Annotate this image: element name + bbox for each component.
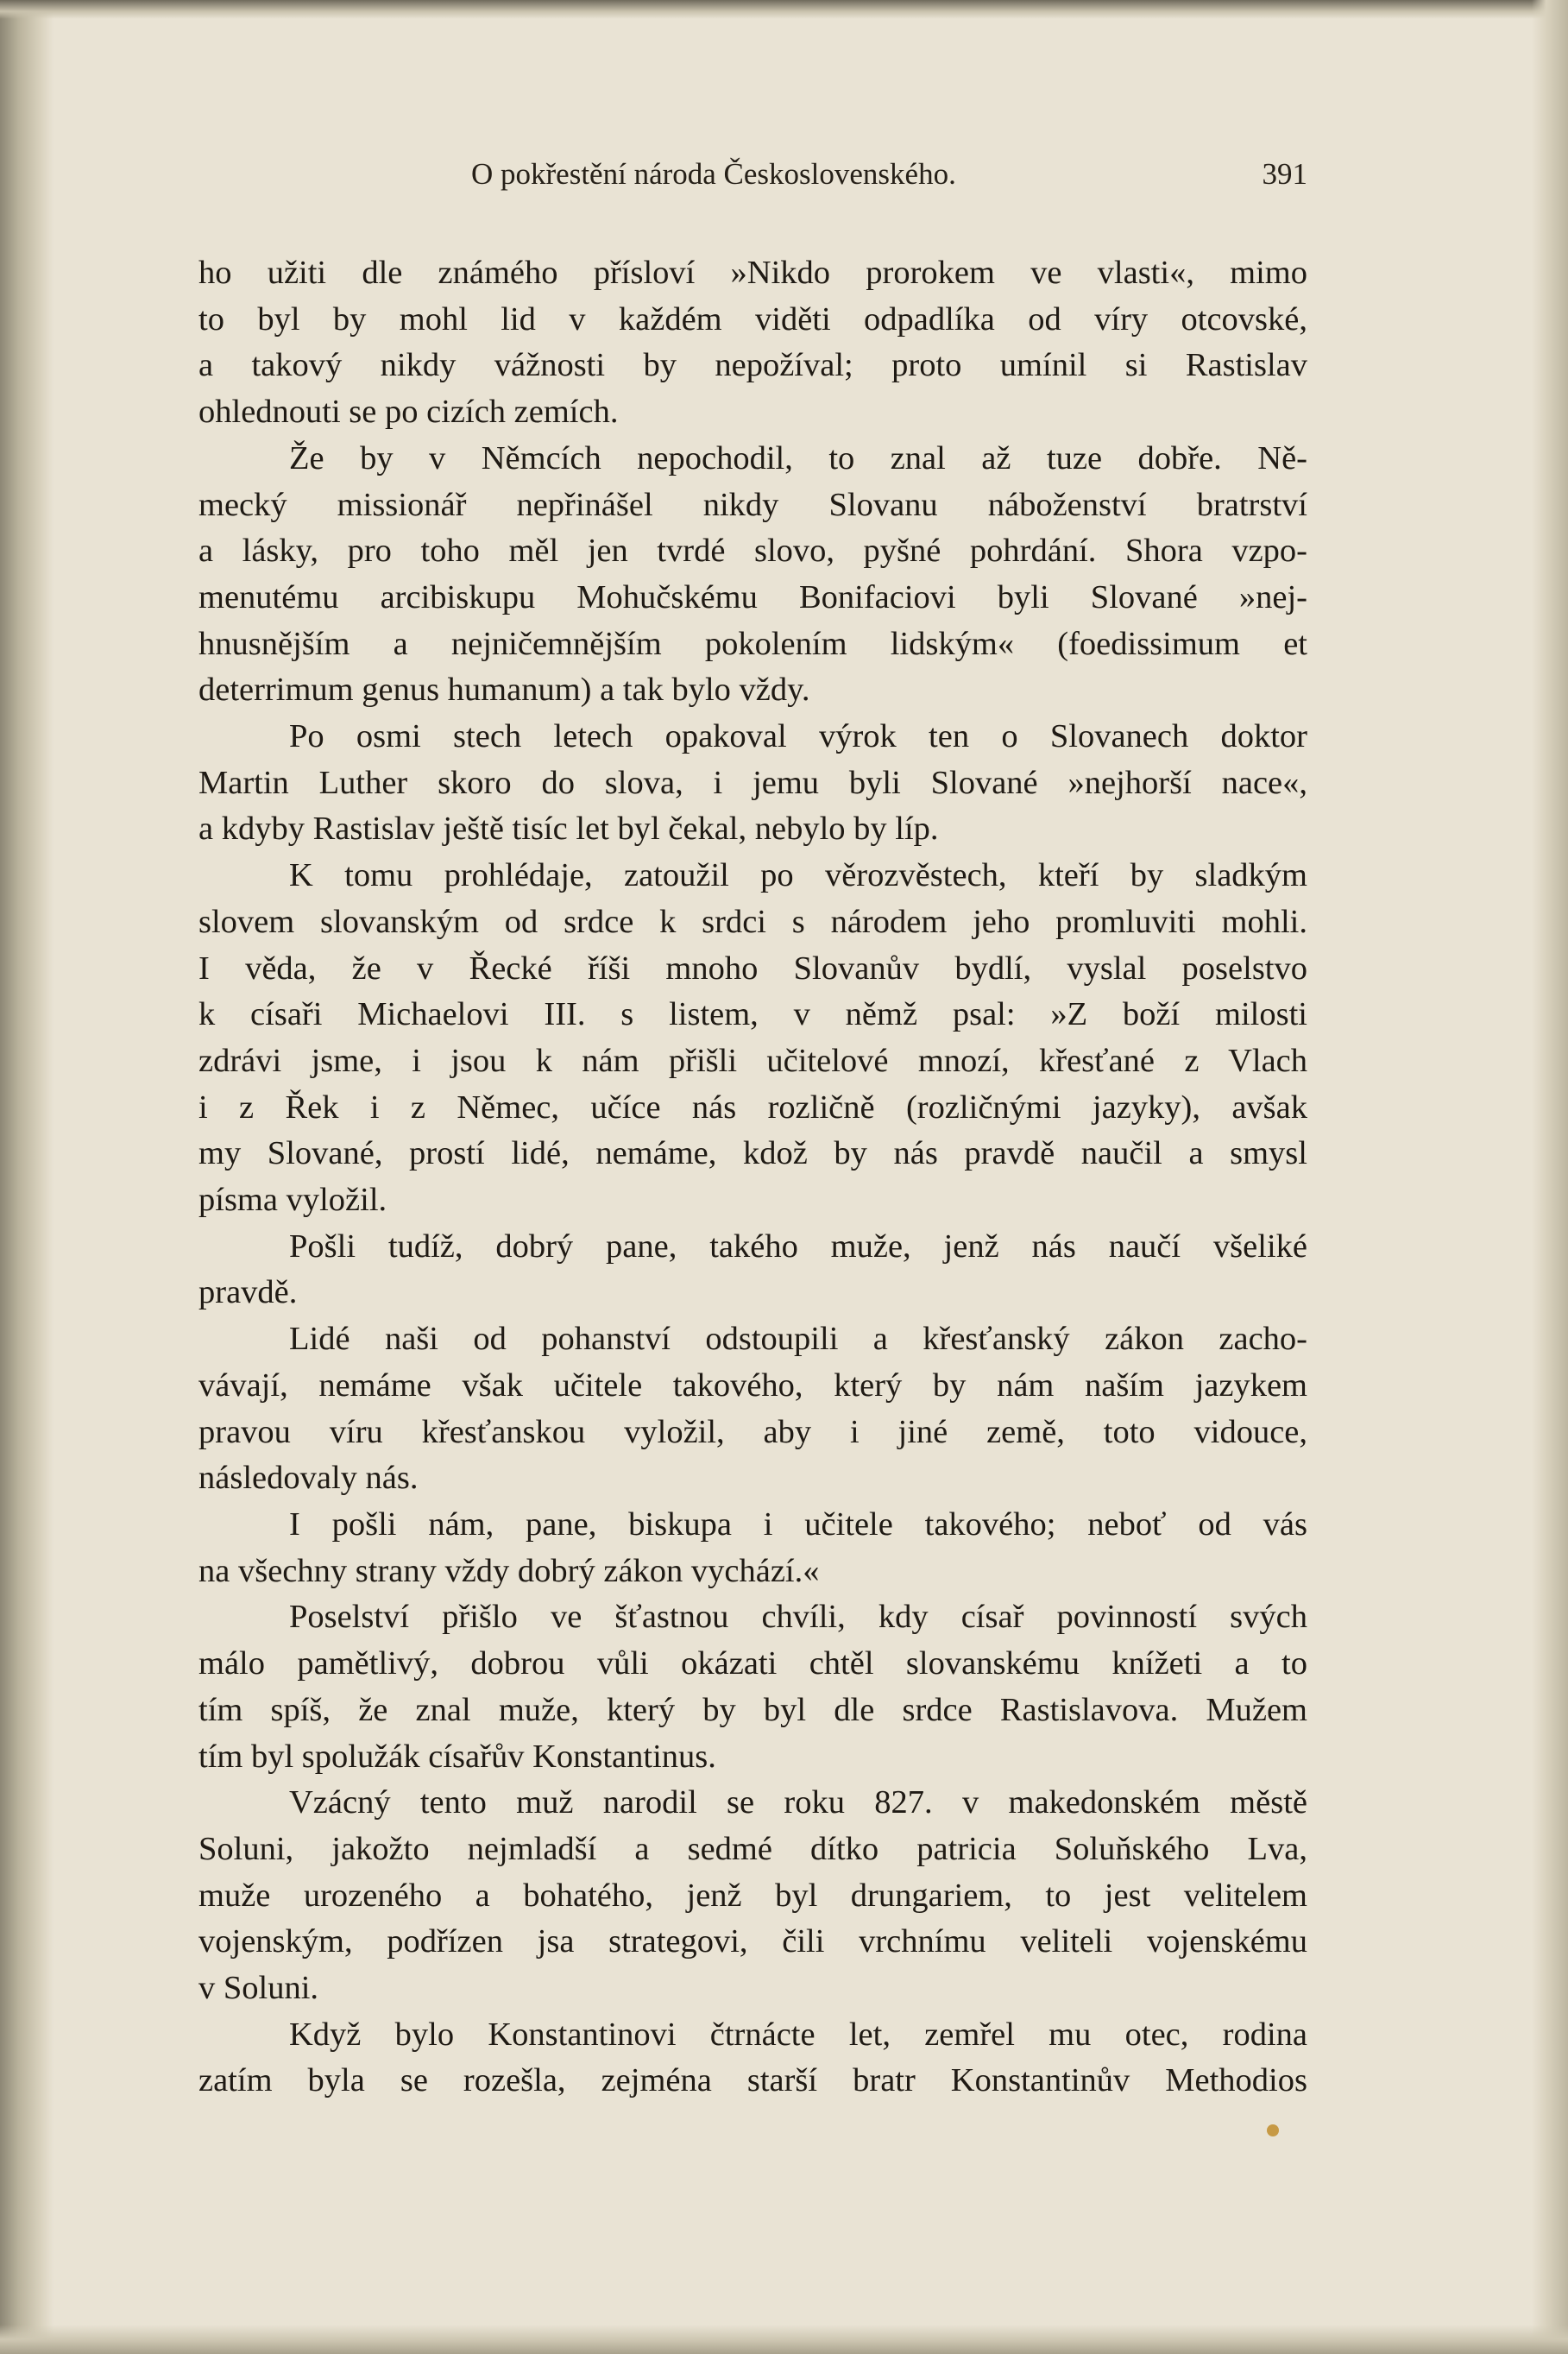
text-line: ohlednouti se po cizích zemích.: [198, 394, 619, 431]
text-line: Pošli tudíž, dobrý pane, takého muže, jenž nás naučí všeliké: [289, 1227, 1307, 1265]
text-line: Vzácný tento muž narodil se roku 827. v makedonském městě: [289, 1784, 1307, 1821]
text-line: vávají, nemáme však učitele takového, který by nám naším jazykem: [198, 1366, 1307, 1404]
text-line: a kdyby Rastislav ještě tisíc let byl čekal, nebylo by líp.: [198, 811, 939, 848]
text-line: a lásky, pro toho měl jen tvrdé slovo, pyšné pohrdání. Shora vzpo-: [198, 533, 1307, 570]
ink-dot: [1267, 2124, 1279, 2136]
text-line: ho užiti dle známého přísloví »Nikdo prorokem ve vlasti«, mimo: [198, 255, 1307, 291]
text-line: pravdě.: [198, 1274, 298, 1311]
body-text: [198, 250, 1307, 2105]
text-line: I věda, že v Řecké říši mnoho Slovanův bydlí, vyslal poselstvo: [198, 950, 1307, 987]
text-line: pravou víru křesťanskou vyložil, aby i jiné země, toto vidouce,: [198, 1413, 1307, 1450]
text-line: tím spíš, že znal muže, který by byl dle srdce Rastislavova. Mužem: [198, 1691, 1307, 1728]
page-binding-shadow: [0, 0, 54, 2354]
text-line: tím byl spolužák císařův Konstantinus.: [198, 1738, 716, 1775]
text-line: deterrimum genus humanum) a tak bylo vždy.: [198, 672, 810, 709]
text-line: Když bylo Konstantinovi čtrnácte let, zemřel mu otec, rodina: [289, 2016, 1307, 2053]
text-line: Že by v Němcích nepochodil, to znal až tuze dobře. Ně-: [289, 439, 1307, 476]
text-line: mecký missionář nepřinášel nikdy Slovanu náboženství bratrství: [198, 486, 1307, 523]
text-line: Po osmi stech letech opakoval výrok ten o Slovanech doktor: [289, 718, 1307, 755]
text-line: v Soluni.: [198, 1970, 319, 2007]
running-title: O pokřestění národa Československého.: [471, 157, 956, 191]
text-line: málo pamětlivý, dobrou vůli okázati chtěl slovanskému knížeti a to: [198, 1645, 1307, 1682]
text-line: my Slované, prostí lidé, nemáme, kdož by nás pravdě naučil a smysl: [198, 1135, 1307, 1172]
text-line: Lidé naši od pohanství odstoupili a křesťanský zákon zacho-: [289, 1321, 1307, 1358]
text-line: hnusnějším a nejničemnějším pokolením lidským« (foedissimum et: [198, 625, 1307, 662]
text-line: k císaři Michaelovi III. s listem, v němž psal: »Z boží milosti: [198, 996, 1307, 1033]
text-line: I pošli nám, pane, biskupa i učitele takového; neboť od vás: [289, 1505, 1307, 1543]
text-line: slovem slovanským od srdce k srdci s národem jeho promluviti mohli.: [198, 903, 1307, 940]
page-bottom-edge: [0, 2325, 1568, 2354]
text-line: vojenským, podřízen jsa strategovi, čili vrchnímu veliteli vojenskému: [198, 1923, 1307, 1960]
text-line: Poselství přišlo ve šťastnou chvíli, kdy císař povinností svých: [289, 1599, 1307, 1636]
text-line: na všechny strany vždy dobrý zákon vychází.«: [198, 1552, 820, 1589]
text-line: a takový nikdy vážnosti by nepožíval; proto umínil si Rastislav: [198, 347, 1307, 384]
text-line: Soluni, jakožto nejmladší a sedmé dítko patricia Soluňského Lva,: [198, 1830, 1307, 1867]
text-line: zatím byla se rozešla, zejména starší bratr Konstantinův Methodios: [198, 2062, 1307, 2099]
page-top-edge: [0, 0, 1568, 19]
text-line: zdrávi jsme, i jsou k nám přišli učitelové mnozí, křesťané z Vlach: [198, 1042, 1307, 1079]
text-line: muže urozeného a bohatého, jenž byl drungariem, to jest velitelem: [198, 1877, 1307, 1914]
text-line: K tomu prohlédaje, zatoužil po věrozvěstech, kteří by sladkým: [289, 857, 1307, 894]
text-line: i z Řek i z Němec, učíce nás rozličně (rozličnými jazyky), avšak: [198, 1089, 1307, 1126]
text-line: to byl by mohl lid v každém viděti odpadlíka od víry otcovské,: [198, 300, 1307, 338]
page-right-edge: [1532, 0, 1568, 2354]
text-line: menutému arcibiskupu Mohučskému Bonifaciovi byli Slované »nej-: [198, 578, 1307, 615]
text-line: písma vyložil.: [198, 1182, 387, 1219]
text-line: následovaly nás.: [198, 1460, 419, 1497]
page-number: 391: [1262, 157, 1307, 191]
page-header: [198, 157, 1307, 200]
text-line: Martin Luther skoro do slova, i jemu byli Slované »nejhorší nace«,: [198, 764, 1307, 801]
